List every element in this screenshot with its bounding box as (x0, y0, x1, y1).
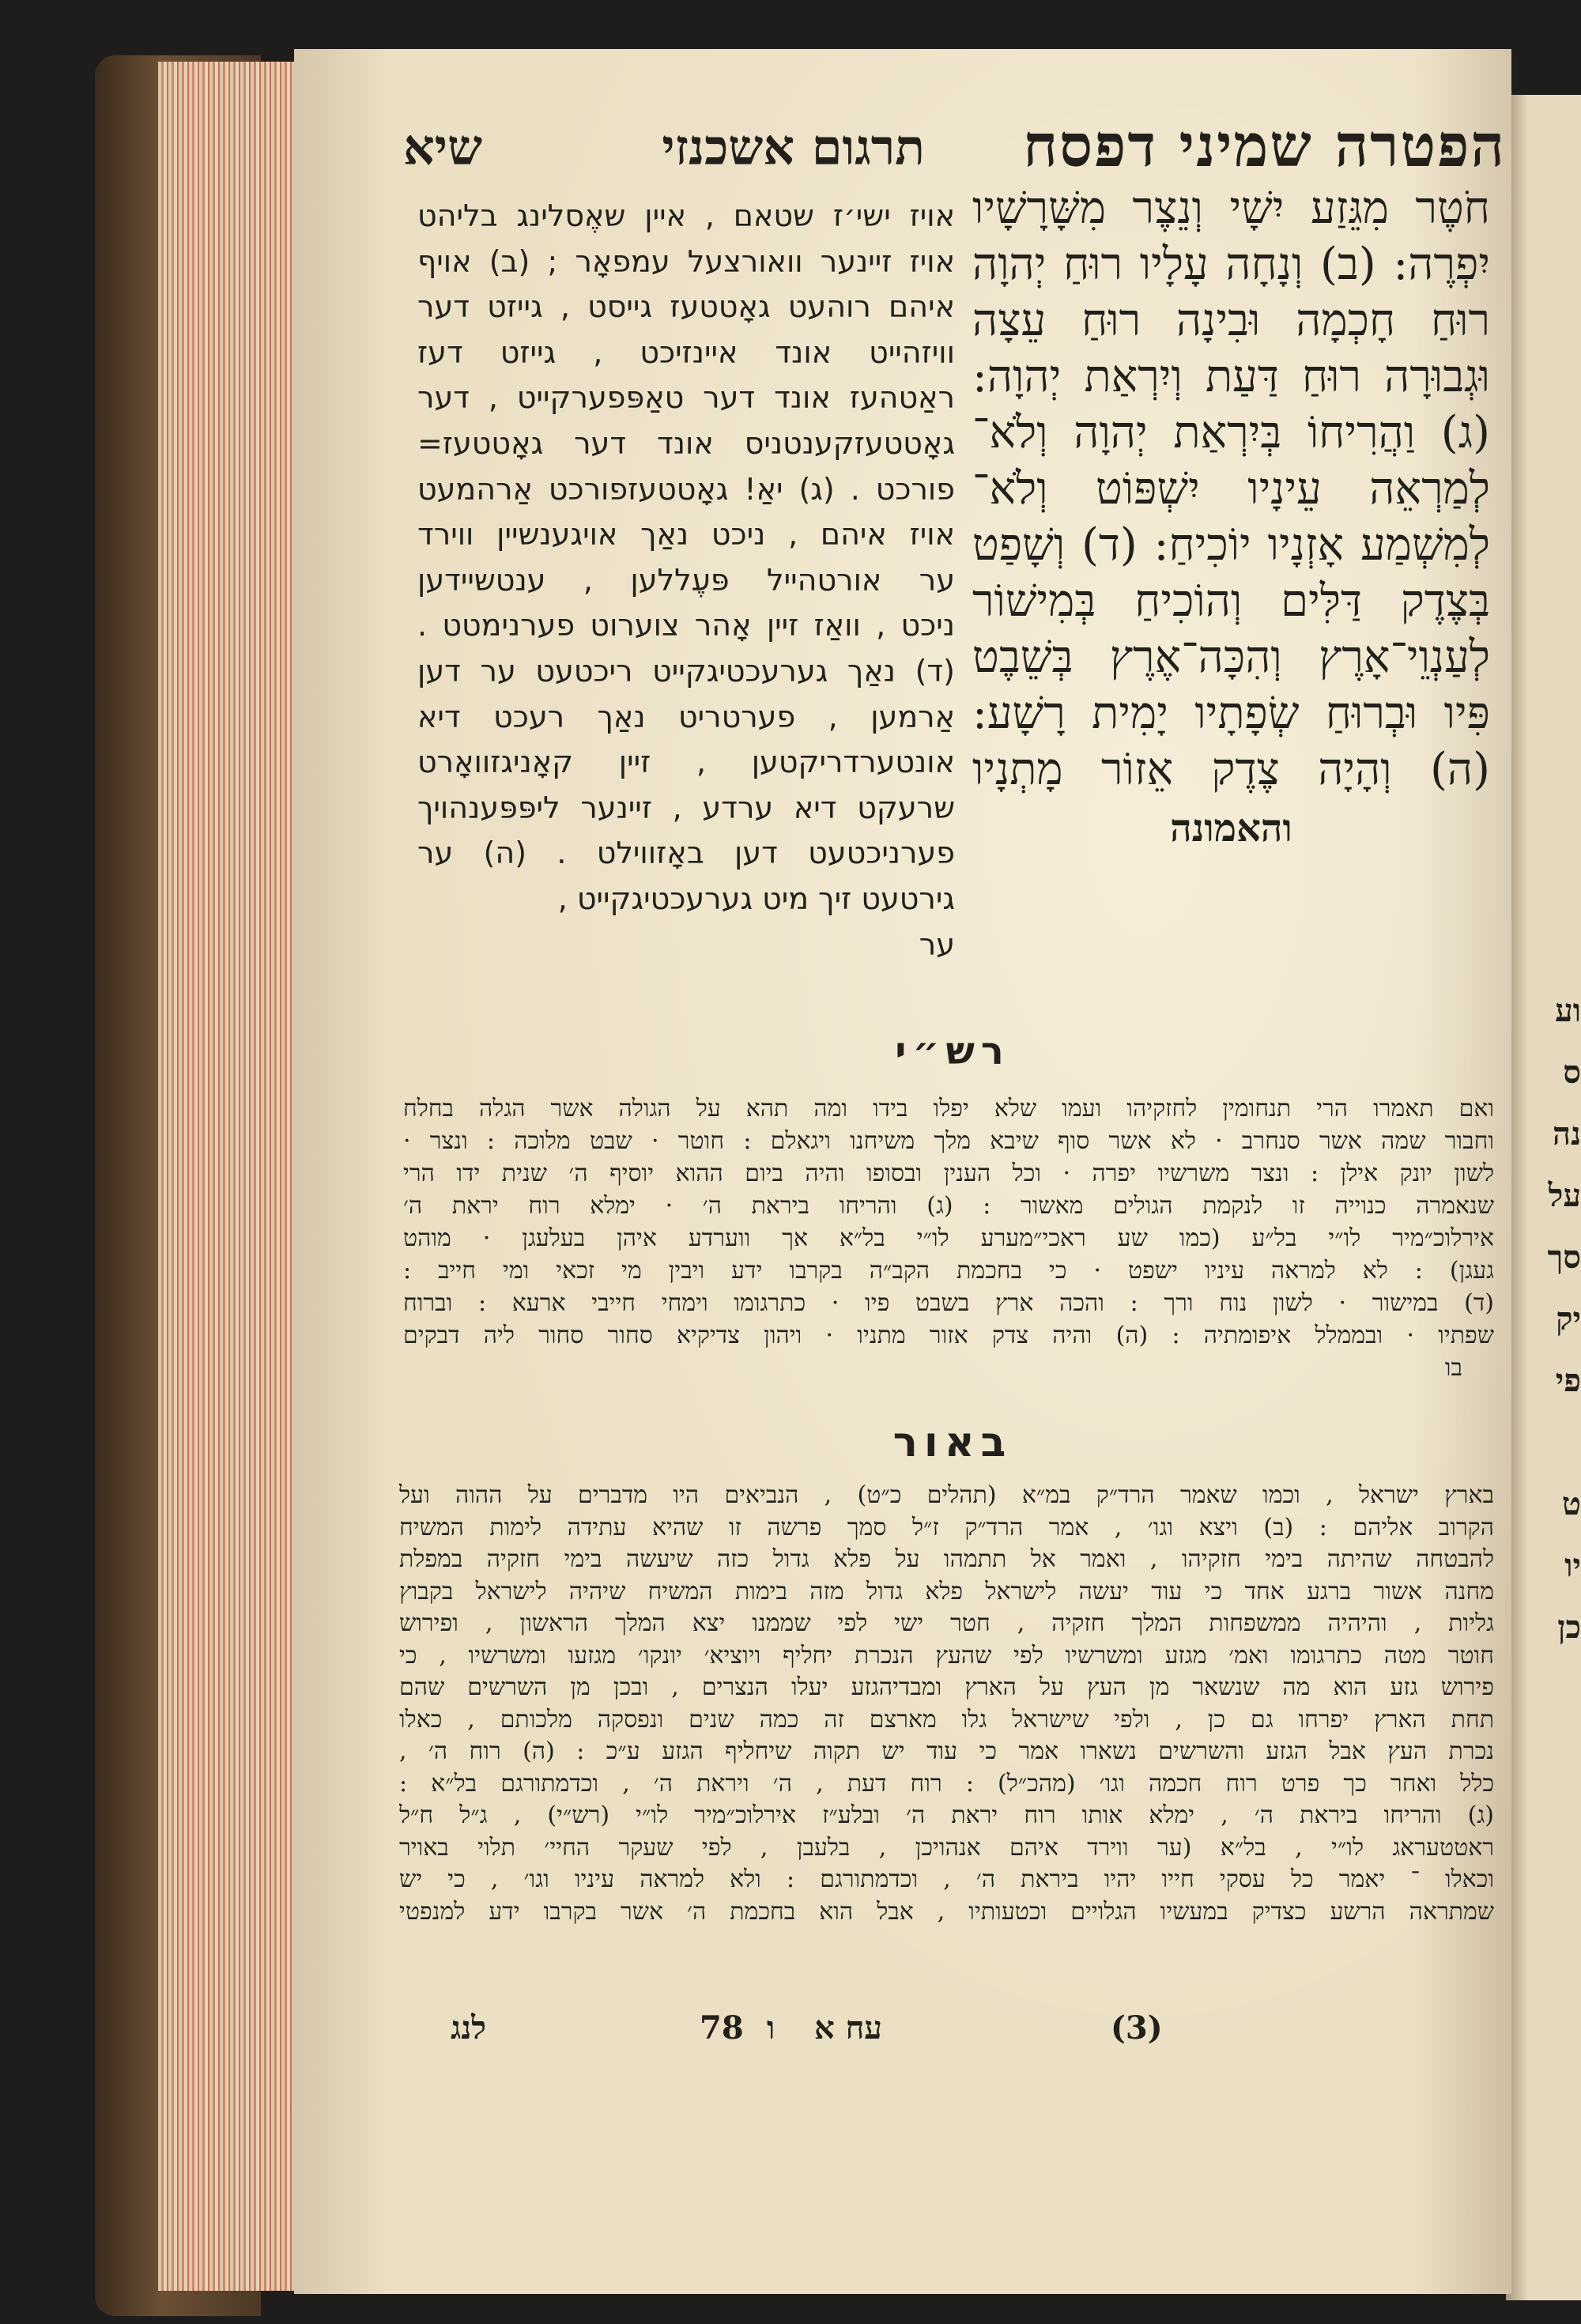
rashi-line: (ד) במישור · לשון נוח ורך : והכה ארץ בשבט פיו · כתרגומו וימחי חייבי ארעא : וברוח (403, 1289, 1494, 1317)
translation-line: ער אורטהייל פּעֶללען , ענטשיידען (417, 562, 955, 598)
rashi-commentary (403, 1092, 1494, 1384)
translation-line: (ד) נאַך גערעכטיגקייט ריכטעט ער דען (417, 653, 955, 689)
running-head-title: תרגום אשכנזי (662, 119, 925, 176)
beur-line: (ג) והריחו ביראת ה׳ , ימלא אותו רוח יראת ה׳ ובלע״ז אירלוכ״מיר לו״י (רש״י) , ג״ל ח״ל (399, 1801, 1494, 1829)
verse-line: יִפְרֶה: (ב) וְנָחָה עָלָיו רוּחַ יְהוָה (972, 239, 1490, 290)
folio-number: שיא (403, 119, 482, 176)
translation-line: אונטערדריקטען , זיין קאָניגזוואָרט (417, 745, 955, 780)
beur-heading: באור (892, 1419, 1013, 1466)
beur-line: להבטחה שהיתה בימי חזקיהו , ואמר אל תתמהו על פלא גדול כזה שיעשה בימי חזקיה במפלת (399, 1545, 1494, 1573)
beur-line: בארץ ישראל , וכמו שאמר הרד״ק במ״א (תהלים כ״ט) , הנביאים היו מדברים על ההוה ועל (399, 1481, 1494, 1509)
page-edges (158, 62, 300, 2291)
translation-line: אויז ישי׳ז שטאם , איין שאֶסלינג בליהט (417, 198, 955, 233)
signature-letter: ו (767, 2009, 775, 2047)
beur-line: תחת הארץ יפרחו גם כן , ולפי שישראל גלו מארצם זה כמה שנים ונפסקה מלכותם , כאלו (399, 1705, 1494, 1734)
translation-line: פורכט . (ג) יאַ! גאָטטעזפורכט אַרהמעט (417, 471, 955, 507)
beur-commentary (399, 1480, 1494, 1928)
verse-line: רוּחַ חָכְמָה וּבִינָה רוּחַ עֵצָה (972, 295, 1490, 346)
rashi-line: געגן) : לא למראה עיניו ישפט · כי בחכמת הקב״ה בקרבו ידע ויבין מי זכאי ומי חייב : (403, 1257, 1494, 1285)
translation-line: שרעקט דיא ערדע , זיינער ליפּפּענהויך (417, 790, 955, 825)
verse-line: חֹטֶר מִגֵּזַע יִשָׁי וְנֵצֶר מִשָּׁרָשָׁיו (972, 183, 1490, 234)
verse-line: לְמַרְאֵה עֵינָיו יִשְׁפּוֹט וְלֹא־ (972, 463, 1490, 515)
beur-line: גליות , והיהיה ממשפחות המלך חזקיה , חטר ישי לפי שממנו יצא המלך הראשון , ופירוש (399, 1609, 1494, 1637)
translation-line: איהם רוהעט גאָטטעז גייסט , גייזט דער (417, 289, 955, 325)
signature-mark: עח א (814, 2009, 882, 2047)
beur-line: מחנה אשור ברגע אחד כי עוד יעשה לישראל פלא גדול מזה בימות המשיח שיהיה לישראל בקבוץ (399, 1577, 1494, 1605)
translation-line: ניכט , וואַז זיין אָהר צוערוט פערנימטט . (417, 608, 955, 643)
verse-line: לְמִשְׁמַע אָזְנָיו יוֹכִיחַ: (ד) וְשָׁפַט (972, 519, 1490, 571)
verse-line: פִּיו וּבְרוּחַ שְׂפָתָיו יָמִית רָשָׁע: (972, 688, 1490, 739)
translation-line: פערניכטעט דען באָזווילט . (ה) ער (417, 836, 955, 871)
verse-line: לְעַנְוֵי־אָרֶץ וְהִכָּה־אֶרֶץ בְּשֵׁבֶט (972, 632, 1490, 683)
rashi-heading: רש״י (895, 1029, 1010, 1073)
page-footer (411, 2005, 1502, 2052)
rashi-line: שפתיו · ובממלל איפומתיה : (ה) והיה צדק אזור מתניו · ויהון צדיקיא סחור סחור ליה דבקים (403, 1322, 1494, 1349)
catchword: לנג (451, 2009, 486, 2047)
beur-line: חוטר מטה כתרגומו ואמ׳ מגזע ומשרשיו לפי שהעץ הנכרת יחליף ויוציא׳ יונקו׳ מגזעו ומשרשיו , כי (399, 1641, 1494, 1669)
targum-translation-column (417, 194, 955, 968)
translation-line: וויזהייט אונד איינזיכט , גייזט דעז (417, 334, 955, 370)
rashi-line: שנאמרה כנוייה זו לנקמת הגולים מאשור : (ג) והריחו ביראת ה׳ · ימלא רוח יראת ה׳ (403, 1192, 1494, 1220)
beur-line: הקרוב אליהם : (ב) ויצא וגו׳ , אמר הרד״ק ז״ל סמך פרשה זו שהיא עתידה לימות המשיח (399, 1513, 1494, 1541)
beur-line: כלל ואחר כך פרט רוח חכמה וגו׳ (מהכ״ל) : רוח דעת , ה׳ ויראת ה׳ , וכדמתורגם בל״א : (399, 1769, 1494, 1798)
beur-line: וכאלו ־ יאמר כל עסקי חייו יהיו ביראת ה׳ , וכדמתורגם : ולא למראה עיניו וגו׳ , כי יש (399, 1866, 1494, 1893)
facing-page-text: וע ס נה על סך יק פי ט יו כן (1547, 992, 1581, 1646)
translation-line: אויז זיינער וואורצעל עמפאָר ; (ב) אויף (417, 243, 955, 279)
beur-line: שמתראה הרשע כצדיק במעשיו הגלויים וכטעותיו , אבל הוא בחכמת ה׳ אשר בקרבו ידע למנפטי (399, 1897, 1494, 1926)
verse-line: בְּצֶדֶק דַּלִּים וְהוֹכִיחַ בְּמִישׁוֹר (972, 575, 1490, 627)
beur-line: נכרת העץ אבל הגזע והשרשים נשארו אמר כי עוד יש תקוה שיחליף הגזע ע״כ : (ה) רוח ה׳ , (399, 1737, 1494, 1765)
verse-line: (ג) וַהֲרִיחוֹ בְּיִרְאַת יְהוָה וְלֹא־ (972, 407, 1490, 458)
verse-line: וּגְבוּרָה רוּחַ דַּעַת וְיִרְאַת יְהוָה: (972, 351, 1490, 402)
running-head-left (403, 112, 925, 183)
rashi-line: בו (1444, 1354, 1462, 1382)
rashi-line: וחבור שמה אשר סנחרב · לא אשר סוף שיבא מלך משיחנו ויגאלם : חוטר · שבט מלוכה : ונצר · (403, 1127, 1494, 1155)
rashi-line: ואם תאמרו הרי תנחומין לחזקיהו ועמו שלא יפלו בידו ומה תהא על הגולה אשר הגלה בחלח (403, 1095, 1494, 1122)
translation-line: אַרמען , פערטריט נאַך רעכט דיא (417, 699, 955, 734)
rashi-line: לשון יונק אילן : ונצר משרשיו יפרה · וכל הענין ובסופו והיה ביום ההוא יוסיף ה׳ שנית ידו הרי (403, 1160, 1494, 1187)
translation-line: ער (919, 926, 955, 962)
beur-line: פירוש גזע הוא מה שנשאר מן העץ על הארץ ומבדיהגזע יעלו הנצרים , ובכן מן השרשים שהם (399, 1673, 1494, 1701)
translation-line: גאָטטעזקענטניס אונד דער גאָטטעז= (417, 425, 955, 461)
running-head-right: הפטרה שמיני דפסח (1023, 112, 1506, 180)
translation-line: אויז איהם , ניכט נאַך אויגענשיין ווירד (417, 517, 955, 553)
translation-line: גירטעט זיך מיט גערעכטיגקייט , (557, 881, 955, 916)
translation-line: ראַטהעז אונד דער טאַפּפערקייט , דער (417, 380, 955, 416)
verse-line: (ה) וְהָיָה צֶדֶק אֵזוֹר מָתְנָיו (972, 744, 1490, 795)
verse-line: והאמונה (1170, 806, 1292, 851)
haftarah-hebrew-column (972, 180, 1490, 857)
rashi-line: אירלוכ״מיר לו״י בל״ע (כמו שע ראכי״מערע לו״י בל״א אך ווערדע איהן בעלעגן · מוהט (403, 1224, 1494, 1252)
beur-line: ראטטעראג לו״י , בל״א (ער ווירד איהם אנהויכן , בלעבן , לפי שעקר החיי׳ תלוי באויר (399, 1833, 1494, 1862)
printer-number: 78 (700, 2009, 744, 2047)
gathering-mark: (3) (1111, 2009, 1163, 2047)
